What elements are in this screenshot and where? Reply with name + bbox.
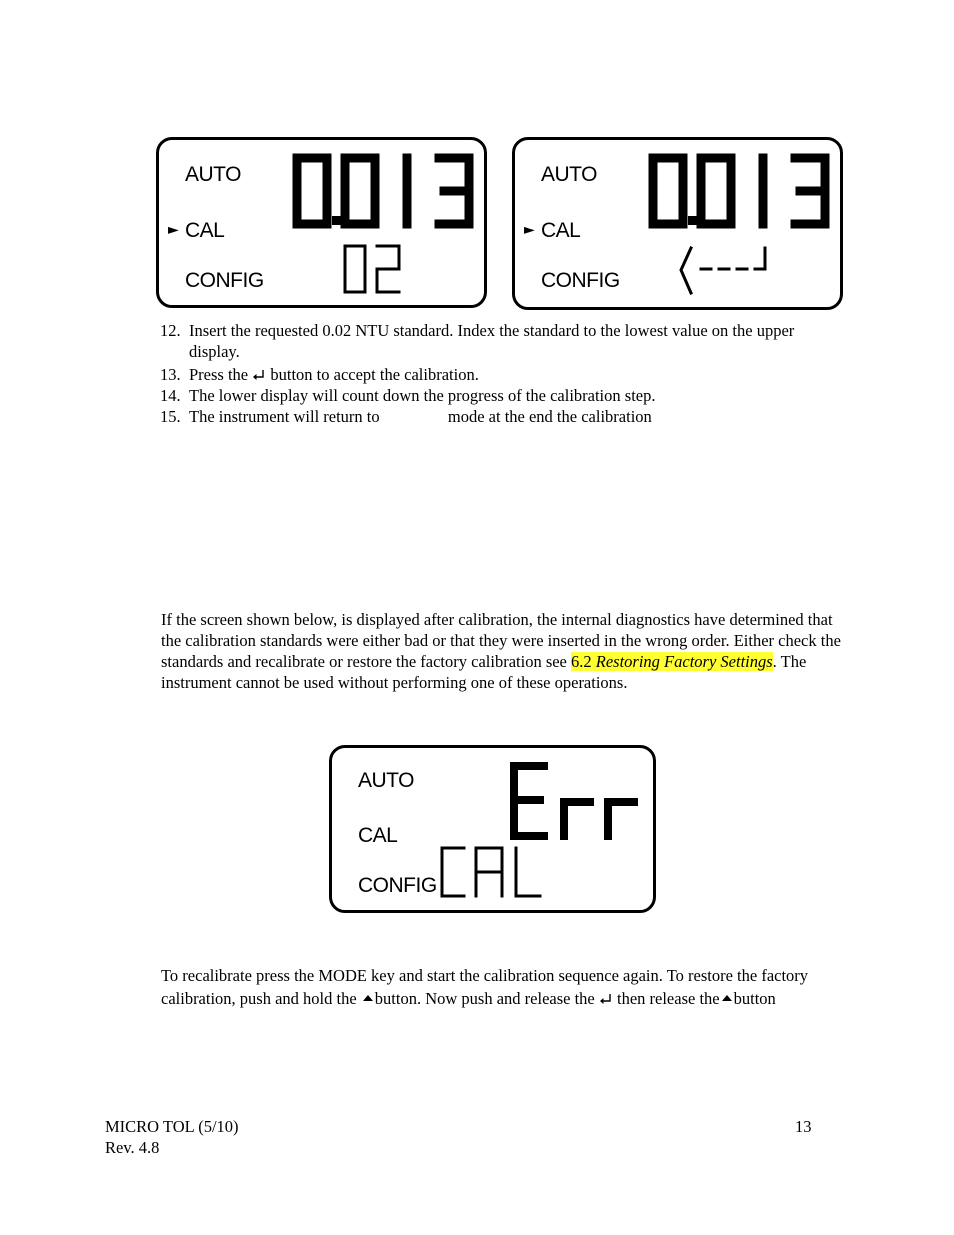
lcd-label-auto: AUTO — [185, 163, 241, 186]
recal-text: To recalibrate press the MODE key and start the calibration sequence again. To restore the factory calibration, push and hold the — [161, 966, 809, 1008]
list-item — [160, 364, 845, 385]
lcd-label-cal: CAL — [358, 824, 398, 847]
recal-text: button. Now push and release the — [374, 989, 595, 1008]
lcd-label-config: CONFIG — [185, 269, 264, 292]
step-number: 12. — [160, 321, 181, 340]
footer-revision: Rev. 4.8 — [105, 1138, 160, 1157]
lcd-display-cal-enter — [512, 137, 843, 310]
footer-doc-id: MICRO TOL (5/10) — [105, 1117, 239, 1136]
cal-indicator-arrow: ► — [168, 222, 179, 238]
recal-text: button — [733, 989, 776, 1008]
link-section-title: Restoring Factory Settings — [595, 652, 773, 671]
list-item — [160, 406, 845, 427]
up-arrow-icon — [361, 993, 375, 1005]
lcd-display-cal-02 — [156, 137, 487, 308]
upper-readout-0-013 — [643, 150, 843, 240]
step-text: The lower display will count down the progress of the calibration step. — [189, 386, 656, 405]
upper-readout-0-013 — [287, 150, 487, 240]
upper-readout-err — [502, 756, 652, 846]
step-text: The instrument will return to — [189, 407, 380, 426]
restoring-factory-settings-link[interactable] — [571, 652, 773, 671]
up-arrow-icon — [720, 993, 734, 1005]
link-section-number: 6.2 — [571, 652, 592, 671]
cal-indicator-arrow: ► — [524, 222, 535, 238]
lcd-label-config: CONFIG — [541, 269, 620, 292]
page-number: 13 — [795, 1117, 812, 1136]
error-text: If the screen shown below, is displayed after calibration, the internal diagnostics have determined that the calibration standards were either bad or that they were inserted in the wrong order. Either check the standards and recalibrate or restore the factory calibration see — [161, 610, 841, 671]
lcd-label-cal: CAL — [541, 219, 581, 242]
step-number: 13. — [160, 365, 181, 384]
lcd-label-auto: AUTO — [541, 163, 597, 186]
list-item — [160, 385, 845, 406]
error-text-end: . The instrument cannot be used without performing one of these operations. — [161, 652, 807, 692]
step-number: 15. — [160, 407, 181, 426]
step-text: Press the — [189, 365, 249, 384]
recal-text: then release the — [617, 989, 720, 1008]
recalibrate-paragraph — [161, 964, 851, 1010]
step-text: Insert the requested 0.02 NTU standard. Index the standard to the lowest value on the upper display. — [189, 321, 795, 361]
list-item — [160, 320, 845, 362]
enter-icon — [599, 993, 613, 1005]
calibration-steps-list — [160, 320, 845, 427]
error-paragraph — [161, 609, 851, 693]
enter-icon — [252, 369, 266, 381]
lcd-label-cal: CAL — [185, 219, 225, 242]
step-text: button to accept the calibration. — [270, 365, 479, 384]
step-text: mode at the end the calibration — [447, 407, 652, 426]
step-number: 14. — [160, 386, 181, 405]
lower-readout-cal — [436, 840, 546, 906]
lcd-label-config: CONFIG — [358, 874, 437, 897]
lcd-display-err-cal — [329, 745, 656, 913]
lcd-label-auto: AUTO — [358, 769, 414, 792]
lower-readout-02 — [337, 238, 427, 298]
lower-readout-enter-prompt — [675, 238, 785, 298]
